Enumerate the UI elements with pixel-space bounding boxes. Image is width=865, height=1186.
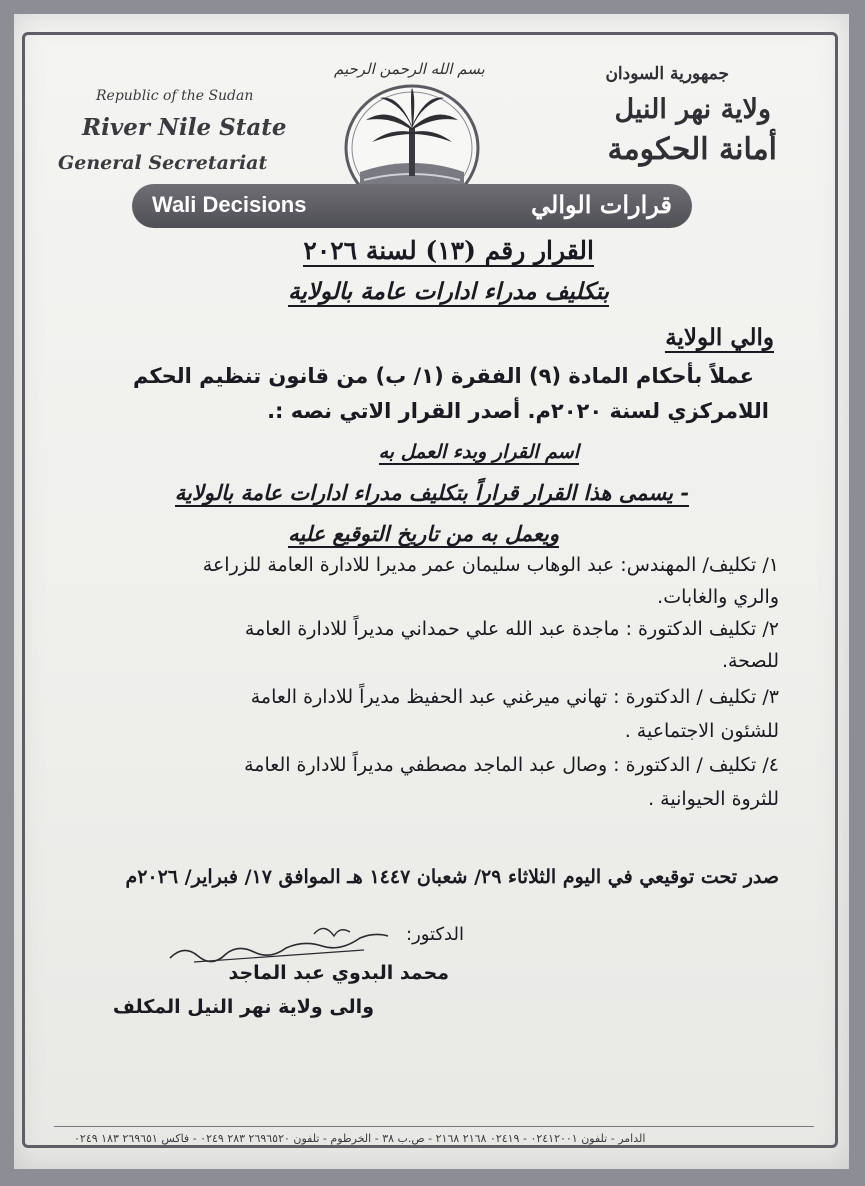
naming-line-2: ويعمل به من تاريخ التوقيع عليه <box>288 521 559 546</box>
naming-line-1: - يسمى هذا القرار قراراً بتكليف مدراء ادارات عامة بالولاية <box>174 480 689 505</box>
item-1-line-1: ١/ تكليف/ المهندس: عبد الوهاب سليمان عمر مديرا للادارة العامة للزراعة <box>202 554 779 576</box>
preamble-line-2: اللامركزي لسنة ٢٠٢٠م. أصدر القرار الاتي نصه :. <box>267 399 769 423</box>
wali-heading: والي الولاية <box>665 324 774 351</box>
banner-title-ar: قرارات الوالي <box>531 190 672 219</box>
issued-date-line: صدر تحت توقيعي في اليوم الثلاثاء ٢٩/ شعبان ١٤٤٧ هـ الموافق ١٧/ فبراير/ ٢٠٢٦م <box>125 866 779 888</box>
banner-title-en: Wali Decisions <box>152 192 307 217</box>
item-1-line-2: والري والغابات. <box>657 586 779 608</box>
document-page <box>14 14 849 1169</box>
header-en-state: River Nile State <box>82 114 287 141</box>
item-3-line-1: ٣/ تكليف / الدكتورة : تهاني ميرغني عبد الحفيظ مديراً للادارة العامة <box>250 686 779 708</box>
basmala: بسم الله الرحمن الرحيم <box>334 60 485 78</box>
item-2-line-2: للصحة. <box>721 650 779 672</box>
preamble-line-1: عملاً بأحكام المادة (٩) الفقرة (١/ ب) من قانون تنظيم الحكم <box>132 364 754 388</box>
header-ar-state: ولاية نهر النيل <box>614 94 771 125</box>
signatory-title: الدكتور: <box>406 924 464 945</box>
header-ar-republic: جمهورية السودان <box>605 64 729 84</box>
decision-name-heading: اسم القرار وبدء العمل به <box>378 441 579 463</box>
signatory-position: والى ولاية نهر النيل المكلف <box>112 996 374 1018</box>
footer-contact: الدامر - تلفون ٠٢٤١٢٠٠١ - ٠٢٤١٩ ٢١٦٨ ٢١٦٨ - ص.ب ٣٨ - الخرطوم - تلفون ٢٦٩٦٥٢٠ ٢٨٣ ٠٢٤٩ - فاكس ٢٦٩٦٥١ ١٨٣ ٠٢٤٩ <box>74 1132 646 1145</box>
wali-decisions-banner <box>132 184 692 228</box>
decision-number: القرار رقم (١٣) لسنة ٢٠٢٦ <box>303 236 594 265</box>
item-4-line-1: ٤/ تكليف / الدكتورة : وصال عبد الماجد مصطفي مديراً للادارة العامة <box>244 754 779 776</box>
header-en-secretariat: General Secretariat <box>58 152 268 174</box>
footer-divider <box>54 1126 814 1127</box>
decision-subject: بتكليف مدراء ادارات عامة بالولاية <box>288 278 609 305</box>
header-en-republic: Republic of the Sudan <box>96 88 254 104</box>
item-2-line-1: ٢/ تكليف الدكتورة : ماجدة عبد الله علي حمداني مديراً للادارة العامة <box>244 618 779 640</box>
item-4-line-2: للثروة الحيوانية . <box>648 788 779 810</box>
item-3-line-2: للشئون الاجتماعية . <box>624 720 779 742</box>
header-ar-secretariat: أمانة الحكومة <box>607 132 777 167</box>
signatory-name: محمد البدوي عبد الماجد <box>228 962 449 984</box>
